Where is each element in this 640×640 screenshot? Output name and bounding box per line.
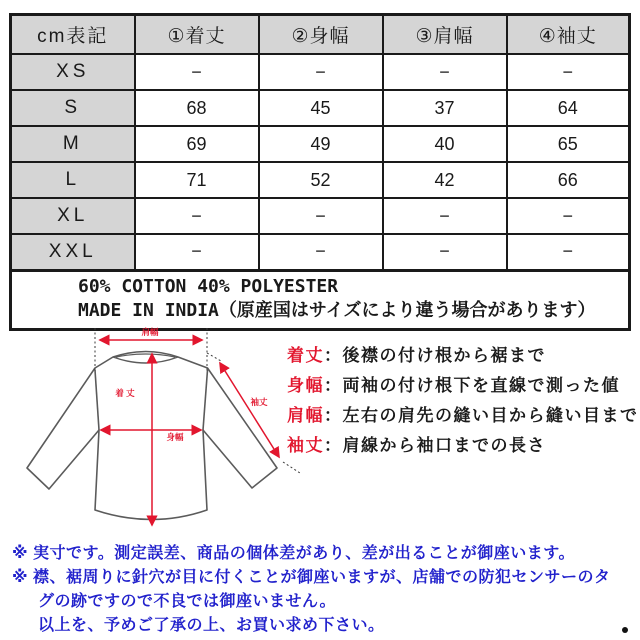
cell-value: − bbox=[383, 198, 507, 234]
col-header-shoulder: ③肩幅 bbox=[383, 15, 507, 55]
body-length-label: 着 丈 bbox=[115, 388, 135, 398]
cell-value: 71 bbox=[135, 162, 259, 198]
size-label: XS bbox=[11, 54, 135, 90]
size-table bbox=[9, 13, 631, 331]
col-header-width: ②身幅 bbox=[259, 15, 383, 55]
definition-desc: ：後襟の付け根から裾まで bbox=[324, 346, 546, 365]
shoulder-width-label: 肩幅 bbox=[141, 327, 159, 337]
materials-line-2: MADE IN INDIA（原産国はサイズにより違う場合があります） bbox=[78, 300, 596, 322]
cell-value: − bbox=[135, 234, 259, 270]
cell-value: − bbox=[383, 54, 507, 90]
cell-value: 42 bbox=[383, 162, 507, 198]
table-header-row bbox=[11, 15, 630, 55]
definition-term: 着丈 bbox=[287, 346, 324, 365]
col-header-length: ①着丈 bbox=[135, 15, 259, 55]
dotted-guides bbox=[95, 328, 300, 473]
cell-value: 40 bbox=[383, 126, 507, 162]
definition-body-length bbox=[287, 341, 546, 366]
definition-term: 肩幅 bbox=[287, 406, 324, 425]
table-row-m bbox=[11, 126, 630, 162]
cell-value: 68 bbox=[135, 90, 259, 126]
cell-value: 69 bbox=[135, 126, 259, 162]
diagram-labels bbox=[115, 327, 268, 442]
definition-shoulder-width bbox=[287, 401, 639, 426]
sleeve-length-arrow bbox=[220, 363, 279, 457]
table-row-xl bbox=[11, 198, 630, 234]
col-header-sleeve: ④袖丈 bbox=[507, 15, 630, 55]
cell-value: 45 bbox=[259, 90, 383, 126]
definition-term: 身幅 bbox=[287, 376, 324, 395]
size-label: M bbox=[11, 126, 135, 162]
sleeve-length-label: 袖丈 bbox=[250, 397, 268, 407]
cell-value: − bbox=[259, 54, 383, 90]
note-line-1: ※ 実寸です。測定誤差、商品の個体差があり、差が出ることが御座います。 bbox=[12, 545, 575, 562]
cell-value: − bbox=[259, 234, 383, 270]
size-label: XXL bbox=[11, 234, 135, 270]
cell-value: − bbox=[135, 54, 259, 90]
table-row-xs bbox=[11, 54, 630, 90]
cell-value: − bbox=[507, 54, 630, 90]
definition-sleeve-length bbox=[287, 431, 546, 456]
note-line-2: ※ 襟、裾周りに針穴が目に付くことが御座いますが、店舗での防犯センサーのタ bbox=[12, 569, 611, 586]
shirt-measurement-diagram bbox=[13, 326, 305, 538]
definition-desc: ：肩線から袖口までの長さ bbox=[324, 436, 546, 455]
note-line-3: グの跡ですので不良では御座いません。 bbox=[38, 593, 336, 610]
cell-value: 49 bbox=[259, 126, 383, 162]
table-row-xxl bbox=[11, 234, 630, 270]
cell-value: − bbox=[507, 234, 630, 270]
materials-row bbox=[11, 270, 630, 330]
table-row-l bbox=[11, 162, 630, 198]
unit-header-cell: cm表記 bbox=[11, 15, 135, 55]
size-label: S bbox=[11, 90, 135, 126]
definition-body-width bbox=[287, 371, 620, 396]
cell-value: 65 bbox=[507, 126, 630, 162]
cell-value: − bbox=[383, 234, 507, 270]
cell-value: − bbox=[135, 198, 259, 234]
corner-dot bbox=[622, 627, 628, 633]
materials-line-1: 60% COTTON 40% POLYESTER bbox=[78, 275, 339, 297]
cell-value: 64 bbox=[507, 90, 630, 126]
cell-value: 66 bbox=[507, 162, 630, 198]
cell-value: − bbox=[507, 198, 630, 234]
definition-term: 袖丈 bbox=[287, 436, 324, 455]
cell-value: 52 bbox=[259, 162, 383, 198]
table-row-s bbox=[11, 90, 630, 126]
cell-value: 37 bbox=[383, 90, 507, 126]
definition-desc: ：両袖の付け根下を直線で測った値 bbox=[324, 376, 620, 395]
definition-desc: ：左右の肩先の縫い目から縫い目まで bbox=[324, 406, 639, 425]
note-line-4: 以上を、予めご了承の上、お買い求め下さい。 bbox=[38, 617, 385, 634]
size-label: XL bbox=[11, 198, 135, 234]
body-width-label: 身幅 bbox=[166, 432, 184, 442]
size-label: L bbox=[11, 162, 135, 198]
cell-value: − bbox=[259, 198, 383, 234]
